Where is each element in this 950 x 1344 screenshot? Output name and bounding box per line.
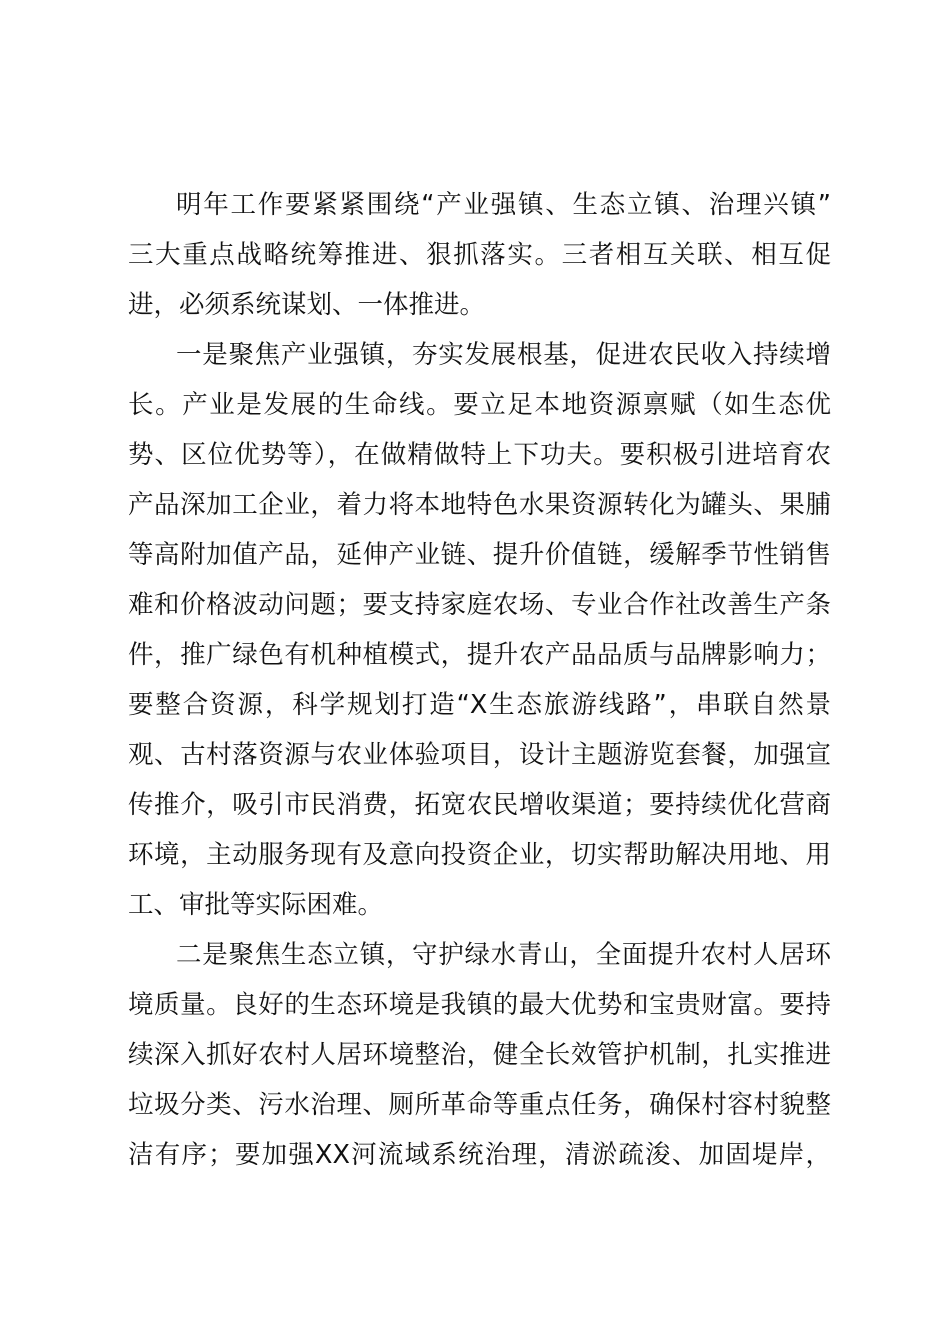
paragraph: [128, 330, 831, 930]
text-line: 长。产业是发展的生命线。要立足本地资源禀赋（如生态优: [128, 390, 831, 420]
text-line: 二是聚焦生态立镇，守护绿水青山，全面提升农村人居环: [176, 940, 831, 970]
text-line: 难和价格波动问题；要支持家庭农场、专业合作社改善生产条: [128, 590, 831, 620]
text-line: 垃圾分类、污水治理、厕所革命等重点任务，确保村容村貌整: [128, 1090, 831, 1120]
text-line: 产品深加工企业，着力将本地特色水果资源转化为罐头、果脯: [128, 490, 831, 520]
paragraph: [128, 180, 831, 330]
text-line: 观、古村落资源与农业体验项目，设计主题游览套餐，加强宣: [128, 740, 831, 770]
text-line: 一是聚焦产业强镇，夯实发展根基，促进农民收入持续增: [176, 340, 831, 370]
text-line: 要整合资源，科学规划打造“X生态旅游线路”，串联自然景: [128, 690, 831, 720]
text-line: 势、区位优势等），在做精做特上下功夫。要积极引进培育农: [128, 440, 831, 470]
text-line: 传推介，吸引市民消费，拓宽农民增收渠道；要持续优化营商: [128, 790, 831, 820]
text-line: 洁有序；要加强XX河流域系统治理，清淤疏浚、加固堤岸，: [128, 1140, 831, 1170]
text-line: 明年工作要紧紧围绕“产业强镇、生态立镇、治理兴镇”: [176, 190, 831, 220]
text-line: 件，推广绿色有机种植模式，提升农产品品质与品牌影响力；: [128, 640, 831, 670]
text-line: 等高附加值产品，延伸产业链、提升价值链，缓解季节性销售: [128, 540, 831, 570]
text-line: 进，必须系统谋划、一体推进。: [128, 290, 486, 320]
text-line: 境质量。良好的生态环境是我镇的最大优势和宝贵财富。要持: [128, 990, 831, 1020]
text-line: 三大重点战略统筹推进、狠抓落实。三者相互关联、相互促: [128, 240, 831, 270]
paragraph: [128, 930, 831, 1180]
document-page: [128, 180, 831, 1180]
text-line: 工、审批等实际困难。: [128, 890, 384, 920]
text-line: 环境，主动服务现有及意向投资企业，切实帮助解决用地、用: [128, 840, 831, 870]
text-line: 续深入抓好农村人居环境整治，健全长效管护机制，扎实推进: [128, 1040, 831, 1070]
